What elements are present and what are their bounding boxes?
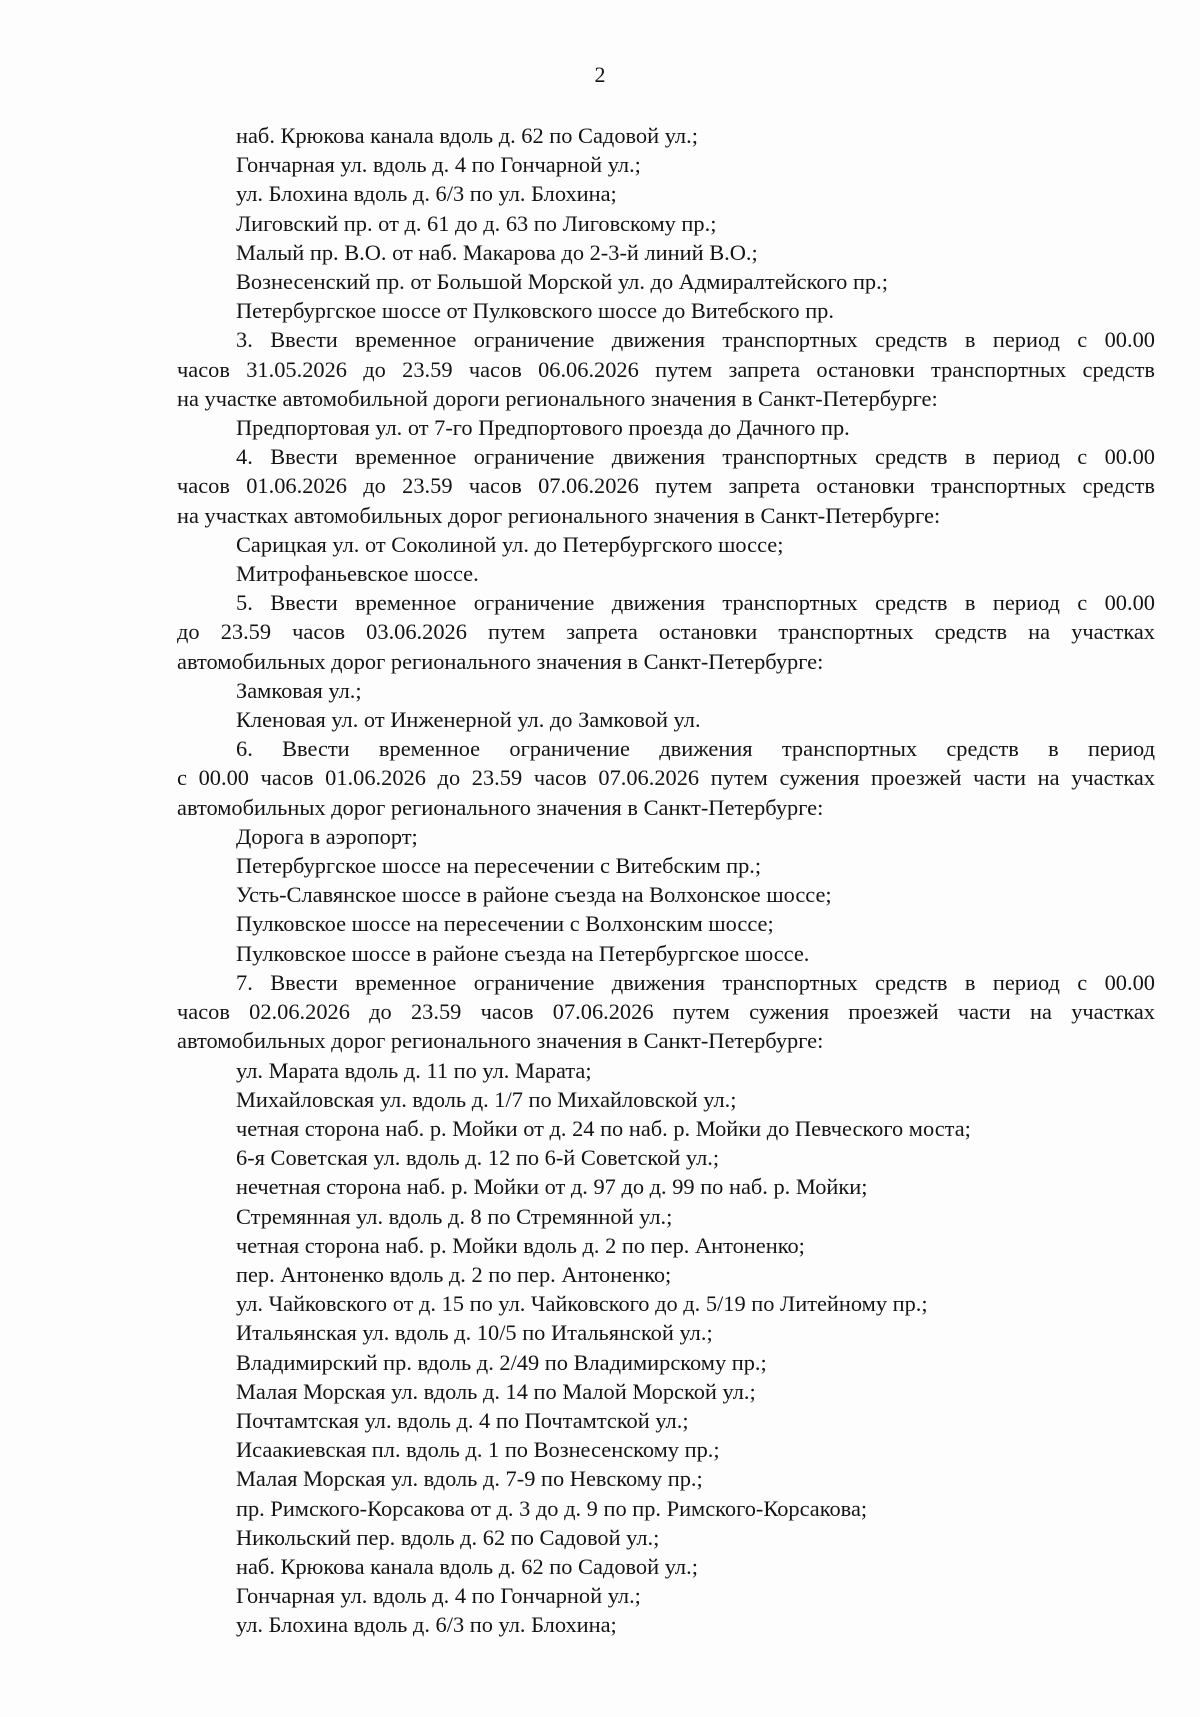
list-item: Владимирский пр. вдоль д. 2/49 по Владимирскому пр.;	[236, 1349, 767, 1375]
paragraph-line: 3. Ввести временное ограничение движения транспортных средств в период с 00.00	[236, 327, 1155, 353]
list-item: Никольский пер. вдоль д. 62 по Садовой ул.;	[236, 1524, 660, 1550]
paragraph-line: 7. Ввести временное ограничение движения транспортных средств в период с 00.00	[236, 969, 1155, 995]
list-item: Петербургское шоссе на пересечении с Витебским пр.;	[236, 853, 762, 879]
page-number: 2	[594, 62, 606, 87]
paragraph-line: автомобильных дорог регионального значения в Санкт-Петербурге:	[177, 1028, 824, 1054]
list-item: Замковая ул.;	[236, 677, 362, 703]
paragraph-line: на участке автомобильной дороги регионального значения в Санкт-Петербурге:	[177, 385, 938, 411]
list-item: Гончарная ул. вдоль д. 4 по Гончарной ул.;	[236, 152, 641, 178]
paragraph-line: часов 31.05.2026 до 23.59 часов 06.06.2026 путем запрета остановки транспортных средств	[177, 356, 1155, 382]
paragraph	[177, 325, 1155, 413]
list-item: Стремянная ул. вдоль д. 8 по Стремянной ул.;	[236, 1203, 673, 1229]
list-item: наб. Крюкова канала вдоль д. 62 по Садовой ул.;	[236, 123, 698, 148]
paragraph-line: автомобильных дорог регионального значения в Санкт-Петербурге:	[177, 648, 824, 674]
list-item: пр. Римского-Корсакова от д. 3 до д. 9 по пр. Римского-Корсакова;	[236, 1495, 868, 1521]
list-item: ул. Марата вдоль д. 11 по ул. Марата;	[236, 1057, 592, 1083]
paragraph-line: с 00.00 часов 01.06.2026 до 23.59 часов 07.06.2026 путем сужения проезжей части на участках	[177, 765, 1155, 791]
list-item: Малая Морская ул. вдоль д. 7-9 по Невскому пр.;	[236, 1466, 703, 1492]
paragraph-line: 5. Ввести временное ограничение движения транспортных средств в период с 00.00	[236, 590, 1155, 616]
paragraph-line: 4. Ввести временное ограничение движения транспортных средств в период с 00.00	[236, 444, 1155, 470]
list-item: Итальянская ул. вдоль д. 10/5 по Итальянской ул.;	[236, 1320, 713, 1346]
list-item: Почтамтская ул. вдоль д. 4 по Почтамтской ул.;	[236, 1407, 689, 1433]
list-item: ул. Блохина вдоль д. 6/3 по ул. Блохина;	[236, 181, 617, 207]
list-item: Малый пр. В.О. от наб. Макарова до 2-3-й линий В.О.;	[236, 239, 758, 265]
list-item: Пулковское шоссе на пересечении с Волхонским шоссе;	[236, 911, 774, 937]
paragraph-line: часов 01.06.2026 до 23.59 часов 07.06.2026 путем запрета остановки транспортных средств	[177, 473, 1155, 499]
list-item: пер. Антоненко вдоль д. 2 по пер. Антоненко;	[236, 1261, 672, 1287]
list-item: Гончарная ул. вдоль д. 4 по Гончарной ул.;	[236, 1583, 641, 1609]
list-item: Пулковское шоссе в районе съезда на Петербургское шоссе.	[236, 940, 810, 966]
paragraph-line: автомобильных дорог регионального значения в Санкт-Петербурге:	[177, 794, 824, 820]
list-item: Предпортовая ул. от 7-го Предпортового проезда до Дачного пр.	[236, 415, 850, 441]
list-item: Дорога в аэропорт;	[236, 823, 418, 849]
paragraph-line: на участках автомобильных дорог регионального значения в Санкт-Петербурге:	[177, 502, 941, 528]
paragraph	[177, 442, 1155, 530]
list-item: ул. Чайковского от д. 15 по ул. Чайковского до д. 5/19 по Литейному пр.;	[236, 1291, 928, 1317]
list-item: Кленовая ул. от Инженерной ул. до Замковой ул.	[236, 707, 701, 733]
list-item: Михайловская ул. вдоль д. 1/7 по Михайловской ул.;	[236, 1086, 737, 1112]
list-item: 6-я Советская ул. вдоль д. 12 по 6-й Советской ул.;	[236, 1145, 720, 1171]
list-item: Митрофаньевское шоссе.	[236, 561, 479, 587]
list-item: четная сторона наб. р. Мойки от д. 24 по наб. р. Мойки до Певческого моста;	[236, 1115, 971, 1141]
list-item: Лиговский пр. от д. 61 до д. 63 по Лиговскому пр.;	[236, 210, 717, 236]
paragraph-line: часов 02.06.2026 до 23.59 часов 07.06.2026 путем сужения проезжей части на участках	[177, 999, 1155, 1025]
list-item: наб. Крюкова канала вдоль д. 62 по Садовой ул.;	[236, 1553, 698, 1579]
list-item: Вознесенский пр. от Большой Морской ул. до Адмиралтейского пр.;	[236, 269, 888, 295]
list-item: Усть-Славянское шоссе в районе съезда на Волхонское шоссе;	[236, 882, 832, 908]
list-item: ул. Блохина вдоль д. 6/3 по ул. Блохина;	[236, 1612, 617, 1638]
list-item: Сарицкая ул. от Соколиной ул. до Петербургского шоссе;	[236, 531, 784, 557]
paragraph	[177, 588, 1155, 676]
list-item: Малая Морская ул. вдоль д. 14 по Малой Морской ул.;	[236, 1378, 756, 1404]
list-item: четная сторона наб. р. Мойки вдоль д. 2 по пер. Антоненко;	[236, 1232, 805, 1258]
paragraph	[177, 968, 1155, 1056]
list-item: Исаакиевская пл. вдоль д. 1 по Вознесенскому пр.;	[236, 1437, 720, 1463]
list-item: нечетная сторона наб. р. Мойки от д. 97 до д. 99 по наб. р. Мойки;	[236, 1174, 868, 1200]
document-body	[177, 121, 1155, 1640]
paragraph-line: 6. Ввести временное ограничение движения транспортных средств в период	[236, 736, 1155, 762]
paragraph	[177, 734, 1155, 822]
paragraph-line: до 23.59 часов 03.06.2026 путем запрета остановки транспортных средств на участках	[177, 619, 1155, 645]
list-item: Петербургское шоссе от Пулковского шоссе до Витебского пр.	[236, 298, 834, 324]
